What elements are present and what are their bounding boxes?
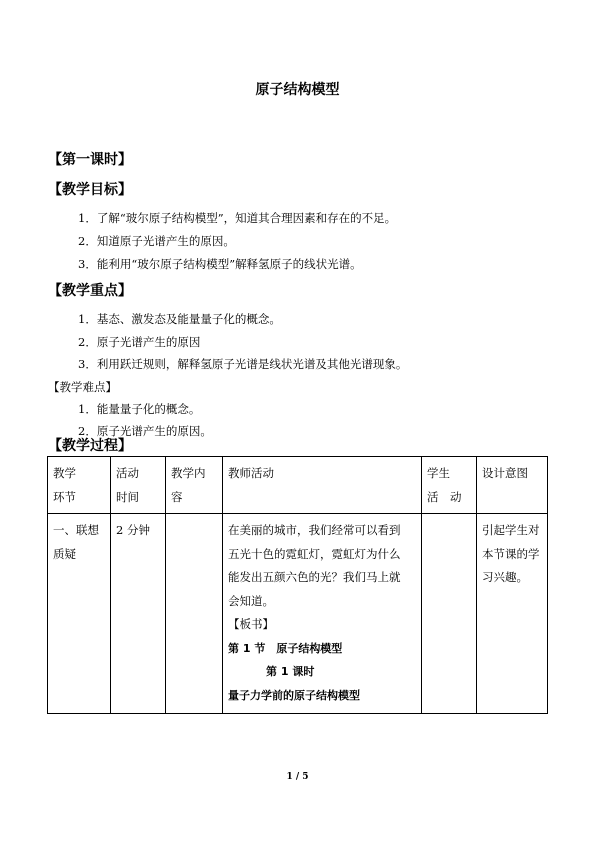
objectives-heading: 【教学目标】 [48, 182, 132, 198]
document-title: 原子结构模型 [255, 82, 340, 98]
objective-item-1: 1．了解“玻尔原子结构模型”，知道其合理因素和存在的不足。 [78, 211, 397, 225]
cell-student [422, 514, 477, 714]
page-number: 1 / 5 [286, 772, 309, 782]
key-point-item-2: 2．原子光谱产生的原因 [78, 335, 201, 349]
difficulties-heading: 【教学难点】 [48, 380, 117, 394]
key-point-item-3: 3．利用跃迁规则，解释氢原子光谱是线状光谱及其他光谱现象。 [78, 357, 408, 371]
cell-content [166, 514, 223, 714]
table-header-row [48, 457, 548, 514]
header-cell-time: 活动 时间 [111, 457, 166, 514]
difficulty-item-2: 2．原子光谱产生的原因。 [78, 424, 212, 438]
board-label: 【板书】 [228, 617, 274, 631]
board-section: 第 1 节 原子结构模型 [228, 641, 343, 655]
header-cell-stage: 教学 环节 [48, 457, 111, 514]
header-cell-content: 教学内 容 [166, 457, 223, 514]
board-lesson: 第 1 课时 [266, 665, 315, 678]
header-cell-teacher: 教师活动 [223, 457, 422, 514]
objective-item-3: 3．能利用“玻尔原子结构模型”解释氢原子的线状光谱。 [78, 257, 362, 271]
header-cell-student: 学生 活 动 [422, 457, 477, 514]
board-topic: 量子力学前的原子结构模型 [228, 688, 360, 702]
cell-teacher: 在美丽的城市，我们经常可以看到 五光十色的霓虹灯，霓虹灯为什么 能发出五颜六色的光？我们马上就 会知道。 【板书】 第 1 节 原子结构模型 第 1 课时 量子力学前的原子结构模型 [223, 514, 422, 714]
table-row [48, 514, 548, 714]
header-cell-intent: 设计意图 [477, 457, 548, 514]
process-heading: 【教学过程】 [48, 438, 132, 454]
objective-item-2: 2．知道原子光谱产生的原因。 [78, 234, 235, 248]
cell-time: 2 分钟 [111, 514, 166, 714]
teaching-process-table [47, 456, 548, 714]
difficulty-item-1: 1．能量量子化的概念。 [78, 402, 201, 416]
key-points-heading: 【教学重点】 [48, 283, 132, 299]
cell-stage: 一、联想 质疑 [48, 514, 111, 714]
lesson-heading: 【第一课时】 [48, 152, 132, 168]
key-point-item-1: 1．基态、激发态及能量量子化的概念。 [78, 312, 281, 326]
cell-intent: 引起学生对 本节课的学 习兴趣。 [477, 514, 548, 714]
